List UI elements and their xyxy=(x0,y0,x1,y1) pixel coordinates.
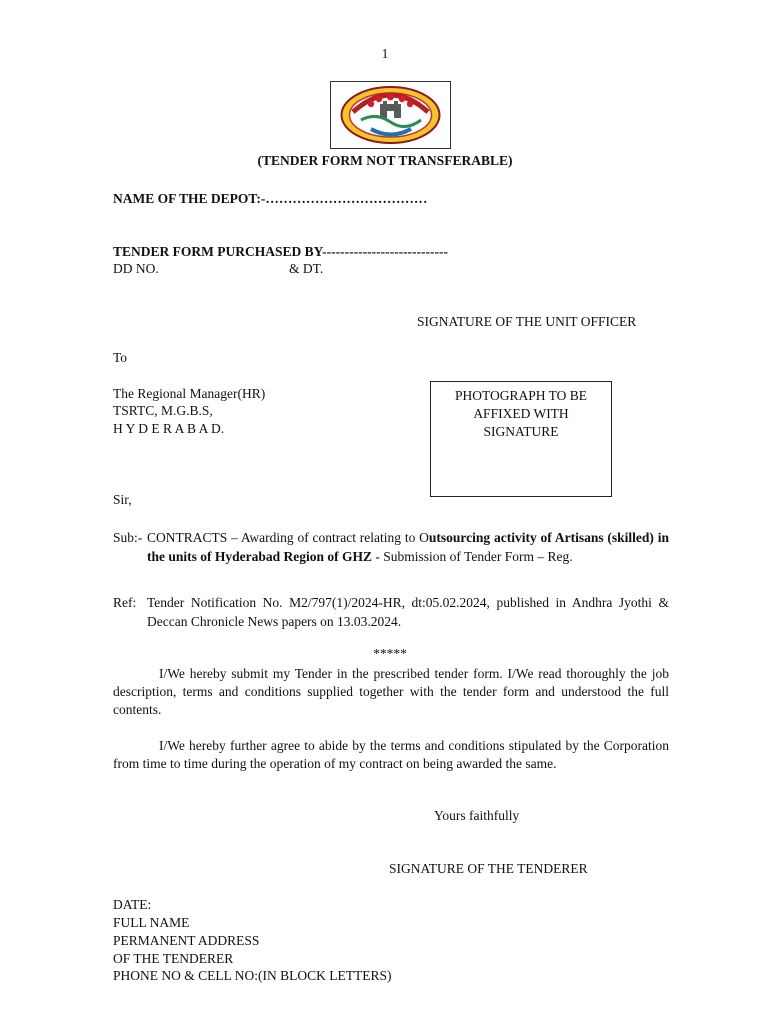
depot-name-field: NAME OF THE DEPOT:-……………………………… xyxy=(113,191,428,206)
purchased-by-field: TENDER FORM PURCHASED BY---------------------------- xyxy=(113,244,449,259)
reference-label: Ref: xyxy=(113,595,137,610)
tsrtc-logo xyxy=(330,81,451,149)
to-label: To xyxy=(113,350,128,365)
separator-stars: ***** xyxy=(373,646,407,661)
photo-box-line-3: SIGNATURE xyxy=(483,424,559,439)
page-number: 1 xyxy=(381,46,389,61)
subject-label: Sub:- xyxy=(113,530,143,545)
photograph-box xyxy=(430,381,612,497)
unit-officer-signature: SIGNATURE OF THE UNIT OFFICER xyxy=(417,314,637,329)
form-heading: (TENDER FORM NOT TRANSFERABLE) xyxy=(257,153,513,168)
reference-text: Tender Notification No. M2/797(1)/2024-HR, dt:05.02.2024, published in Andhra Jyothi & Deccan Chronicle News papers on 13.03.2024. xyxy=(147,595,669,629)
paragraph-submission: I/We hereby submit my Tender in the prescribed tender form. I/We read thoroughly the job description, terms and conditions supplied together with the tender form and understood the full contents. xyxy=(113,666,669,717)
address-line-3: H Y D E R A B A D. xyxy=(113,421,225,436)
dd-date-label: & DT. xyxy=(289,261,324,276)
of-the-tenderer-label: OF THE TENDERER xyxy=(113,951,234,966)
reference-block xyxy=(113,593,669,631)
date-field: DATE: xyxy=(113,897,152,912)
dd-no-label: DD NO. xyxy=(113,261,159,276)
photo-box-line-2: AFFIXED WITH xyxy=(473,406,569,421)
tenderer-signature: SIGNATURE OF THE TENDERER xyxy=(389,861,588,876)
closing-text: Yours faithfully xyxy=(434,808,520,823)
salutation: Sir, xyxy=(113,492,132,507)
subject-block xyxy=(113,528,669,566)
tsrtc-emblem-icon xyxy=(331,82,450,148)
permanent-address-field: PERMANENT ADDRESS xyxy=(113,933,260,948)
full-name-field: FULL NAME xyxy=(113,915,190,930)
paragraph-agreement: I/We hereby further agree to abide by the terms and conditions stipulated by the Corporation from time to time during the operation of my contract on being awarded the same. xyxy=(113,738,669,771)
photo-box-line-1: PHOTOGRAPH TO BE xyxy=(454,388,588,403)
address-line-2: TSRTC, M.G.B.S, xyxy=(113,403,213,418)
address-line-1: The Regional Manager(HR) xyxy=(113,386,266,401)
phone-field: PHONE NO & CELL NO:(IN BLOCK LETTERS) xyxy=(113,968,392,983)
subject-text: CONTRACTS – Awarding of contract relating to Outsourcing activity of Artisans (skilled) in the units of Hyderabad Region of GHZ - Submission of Tender Form – Reg. xyxy=(147,530,669,564)
